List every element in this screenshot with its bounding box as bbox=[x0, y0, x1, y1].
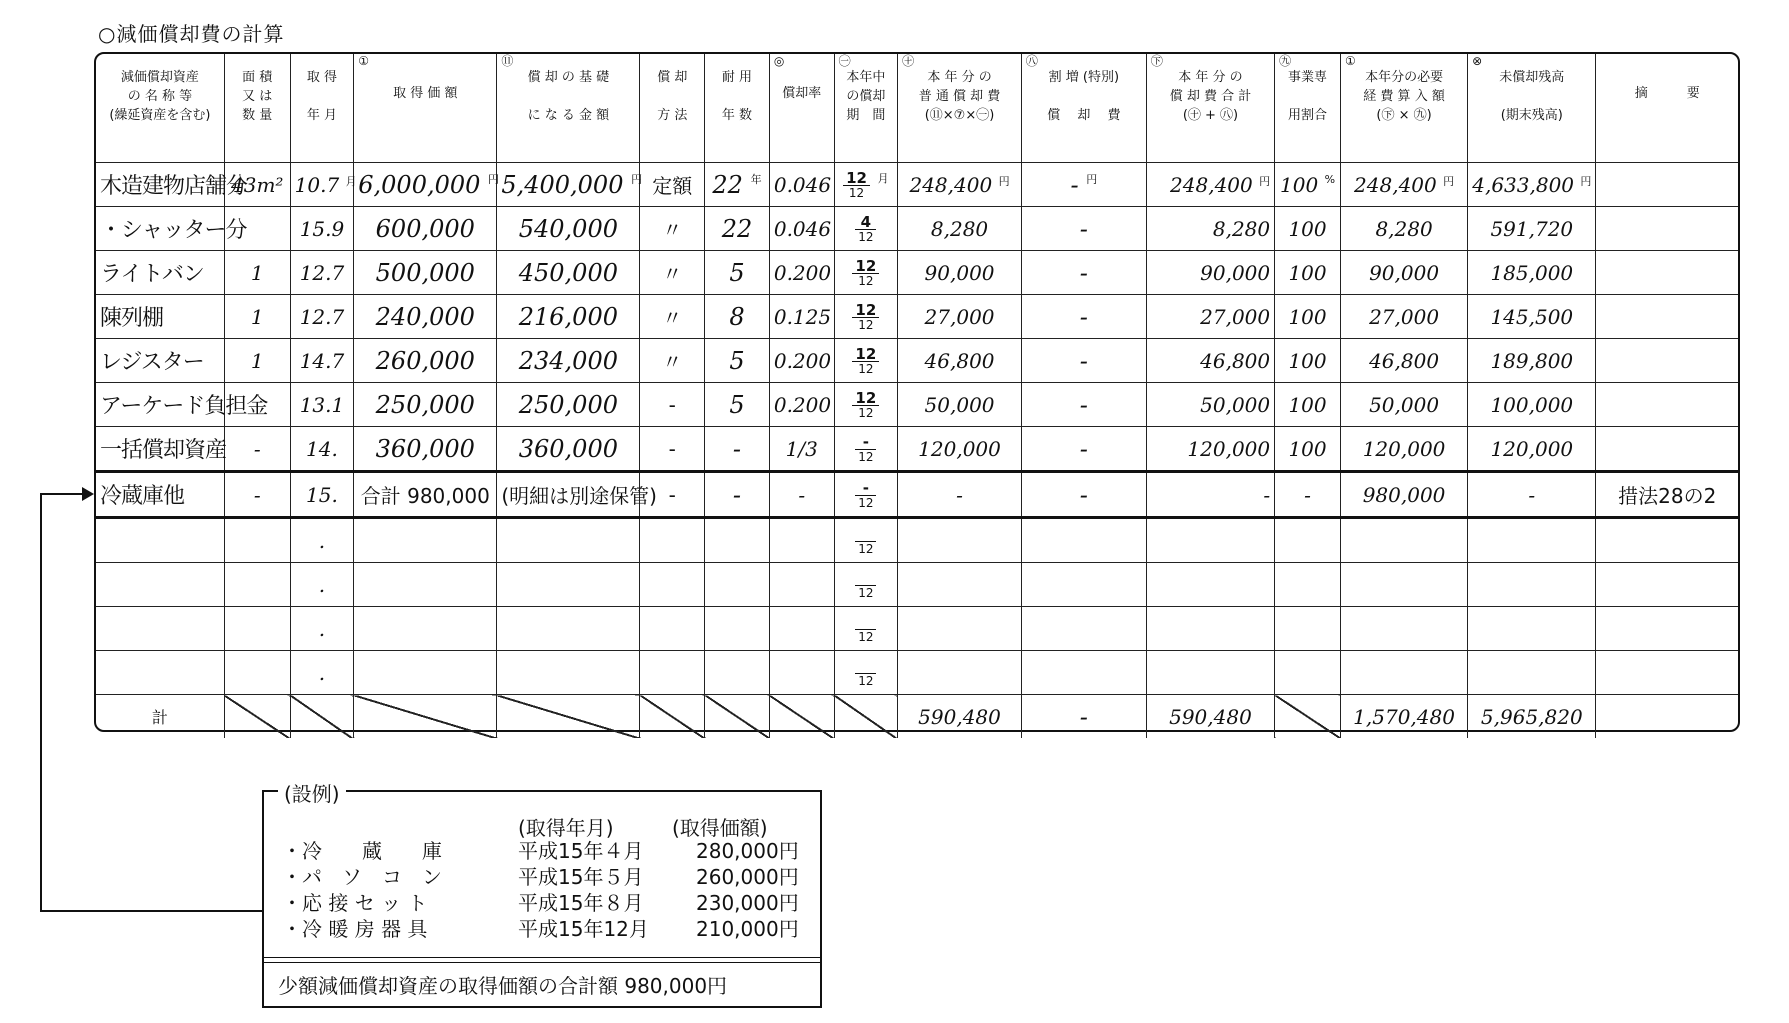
period-fraction: $\frac{12}{12}$ bbox=[843, 171, 870, 200]
cell-acquisition-cost: 600,000 bbox=[354, 207, 497, 251]
period-fraction: 12 bbox=[855, 571, 876, 600]
cell-empty bbox=[224, 563, 290, 607]
cell-quantity: 1 bbox=[224, 295, 290, 339]
cell-empty bbox=[1340, 563, 1467, 607]
cell-empty bbox=[96, 607, 224, 651]
col-header-extra-depreciation: ㊇ 割 増 (特別) 償 却 費 bbox=[1021, 54, 1146, 163]
example-divider bbox=[264, 957, 820, 958]
cell-empty bbox=[497, 607, 640, 651]
cell-rate: 1/3 bbox=[769, 427, 834, 472]
table-row bbox=[96, 472, 1738, 518]
cell-period bbox=[834, 383, 898, 427]
table-row-blank bbox=[96, 607, 1738, 651]
cell-period bbox=[834, 295, 898, 339]
cell-extra-depreciation: - bbox=[1021, 251, 1146, 295]
col-header-expense: ① 本年分の必要 経 費 算 入 額 (㊦ × ㊈) bbox=[1340, 54, 1467, 163]
cell-normal-depreciation: 8,280 bbox=[898, 207, 1022, 251]
cell-method: 定額 bbox=[640, 163, 705, 207]
cell-business-ratio: 100 bbox=[1275, 427, 1341, 472]
cell-empty bbox=[1275, 651, 1341, 695]
cell-depreciation-base: 450,000 bbox=[497, 251, 640, 295]
cell-balance: 120,000 bbox=[1468, 427, 1596, 472]
cell-method: 〃 bbox=[640, 339, 705, 383]
cell-total-depreciation: 8,280 bbox=[1146, 207, 1274, 251]
cell-remarks bbox=[1596, 251, 1738, 295]
cell-empty bbox=[898, 651, 1022, 695]
cell-acquisition-date: 12.7 bbox=[290, 251, 354, 295]
col-header-balance: ⊗ 未償却残高 (期末残高) bbox=[1468, 54, 1596, 163]
table-row-blank bbox=[96, 651, 1738, 695]
cell-rate: 0.046 bbox=[769, 163, 834, 207]
cell-useful-life: 8 bbox=[705, 295, 770, 339]
cell-slashed bbox=[224, 695, 290, 739]
cell-balance: - bbox=[1468, 472, 1596, 518]
cell-business-ratio: 100 bbox=[1275, 295, 1341, 339]
period-fraction: $\frac{12}{12}$ bbox=[852, 259, 879, 288]
cell-total-depreciation: 46,800 bbox=[1146, 339, 1274, 383]
cell-method: - bbox=[640, 472, 705, 518]
cell-extra-depreciation: - bbox=[1021, 339, 1146, 383]
period-fraction: $\frac{12}{12}$ bbox=[852, 391, 879, 420]
cell-empty bbox=[1021, 607, 1146, 651]
cell-acquisition-cost: 6,000,000 $^円$ bbox=[354, 163, 497, 207]
cell-acquisition-date: 14. bbox=[290, 427, 354, 472]
cell-acquisition-cost: 500,000 bbox=[354, 251, 497, 295]
cell-extra-depreciation: - bbox=[1021, 427, 1146, 472]
cell-total-depreciation: 90,000 bbox=[1146, 251, 1274, 295]
cell-remarks bbox=[1596, 295, 1738, 339]
col-header-acquisition-date: 取 得 年 月 bbox=[290, 54, 354, 163]
cell-empty bbox=[898, 563, 1022, 607]
cell-total-depreciation: 27,000 bbox=[1146, 295, 1274, 339]
cell-useful-life: 22 $^年$ bbox=[705, 163, 770, 207]
cell-depreciation-base: 360,000 bbox=[497, 427, 640, 472]
cell-acquisition-date: 14.7 bbox=[290, 339, 354, 383]
cell-business-ratio: 100 bbox=[1275, 339, 1341, 383]
cell-empty bbox=[705, 518, 770, 563]
cell-useful-life: 5 bbox=[705, 251, 770, 295]
cell-depreciation-base: 216,000 bbox=[497, 295, 640, 339]
cell-depreciation-base: 5,400,000 $^円$ bbox=[497, 163, 640, 207]
cell-slashed bbox=[769, 695, 834, 739]
cell-period bbox=[834, 251, 898, 295]
cell-expense: 980,000 bbox=[1340, 472, 1467, 518]
connector-line-bottom bbox=[40, 910, 262, 912]
cell-acquisition-date: 13.1 bbox=[290, 383, 354, 427]
cell-total-depreciation: - bbox=[1146, 472, 1274, 518]
cell-empty bbox=[705, 563, 770, 607]
period-fraction: 12 bbox=[855, 527, 876, 556]
cell-rate: - bbox=[769, 472, 834, 518]
table-row-blank bbox=[96, 563, 1738, 607]
cell-acquisition-date: . bbox=[290, 518, 354, 563]
cell-empty bbox=[769, 607, 834, 651]
cell-balance: 145,500 bbox=[1468, 295, 1596, 339]
cell-total-depreciation: 50,000 bbox=[1146, 383, 1274, 427]
cell-empty bbox=[1596, 651, 1738, 695]
cell-empty bbox=[497, 563, 640, 607]
cell-empty bbox=[769, 518, 834, 563]
cell-empty bbox=[705, 651, 770, 695]
cell-slashed bbox=[354, 695, 497, 739]
period-fraction: 12 bbox=[855, 659, 876, 688]
cell-quantity: - bbox=[224, 472, 290, 518]
cell-business-ratio: 100 bbox=[1275, 383, 1341, 427]
cell-empty bbox=[1275, 518, 1341, 563]
cell-normal-depreciation: 120,000 bbox=[898, 427, 1022, 472]
cell-period: $\frac{12}{12}$ $^月$ bbox=[834, 163, 898, 207]
cell-empty bbox=[1275, 563, 1341, 607]
cell-rate: 0.200 bbox=[769, 339, 834, 383]
cell-period bbox=[834, 563, 898, 607]
cell-total-normal-depreciation: 590,480 bbox=[898, 695, 1022, 739]
cell-total-depreciation: 120,000 bbox=[1146, 427, 1274, 472]
cell-extra-depreciation: - bbox=[1021, 383, 1146, 427]
cell-method: 〃 bbox=[640, 295, 705, 339]
cell-empty bbox=[1340, 518, 1467, 563]
cell-empty bbox=[96, 518, 224, 563]
cell-empty bbox=[224, 651, 290, 695]
cell-slashed bbox=[1275, 695, 1341, 739]
cell-empty bbox=[354, 518, 497, 563]
cell-business-ratio: 100 % bbox=[1275, 163, 1341, 207]
cell-empty bbox=[1596, 563, 1738, 607]
cell-empty bbox=[1146, 651, 1274, 695]
cell-empty bbox=[497, 651, 640, 695]
cell-empty bbox=[898, 518, 1022, 563]
cell-empty bbox=[1596, 607, 1738, 651]
cell-business-ratio: 100 bbox=[1275, 207, 1341, 251]
cell-empty bbox=[640, 651, 705, 695]
cell-rate: 0.200 bbox=[769, 383, 834, 427]
cell-method: - bbox=[640, 383, 705, 427]
cell-total-depreciation: 590,480 bbox=[1146, 695, 1274, 739]
cell-expense: 27,000 bbox=[1340, 295, 1467, 339]
cell-depreciation-base: 234,000 bbox=[497, 339, 640, 383]
cell-useful-life: - bbox=[705, 472, 770, 518]
table-row bbox=[96, 383, 1738, 427]
cell-empty bbox=[1596, 695, 1738, 739]
cell-rate: 0.200 bbox=[769, 251, 834, 295]
cell-expense: 120,000 bbox=[1340, 427, 1467, 472]
cell-extra-depreciation: - $^円$ bbox=[1021, 163, 1146, 207]
col-header-asset-name: 減価償却資産 の 名 称 等 (繰延資産を含む) bbox=[96, 54, 224, 163]
cell-acquisition-date: . bbox=[290, 607, 354, 651]
cell-asset-name: 一括償却資産 bbox=[96, 427, 224, 472]
example-col-cost-header: (取得価額) bbox=[672, 816, 768, 840]
cell-empty bbox=[1021, 651, 1146, 695]
cell-quantity: 43m² bbox=[224, 163, 290, 207]
cell-quantity: 1 bbox=[224, 339, 290, 383]
cell-acquisition-date: 12.7 bbox=[290, 295, 354, 339]
cell-empty bbox=[1468, 518, 1596, 563]
cell-remarks: 措法28の2 bbox=[1596, 472, 1738, 518]
col-header-acquisition-cost: ① 取 得 価 額 bbox=[354, 54, 497, 163]
cell-slashed bbox=[290, 695, 354, 739]
cell-empty bbox=[1021, 518, 1146, 563]
cell-empty bbox=[1468, 563, 1596, 607]
cell-remarks bbox=[1596, 207, 1738, 251]
cell-balance: 185,000 bbox=[1468, 251, 1596, 295]
cell-asset-name: 陳列棚 bbox=[96, 295, 224, 339]
cell-acquisition-cost: 合計 980,000 bbox=[354, 472, 497, 518]
cell-normal-depreciation: 50,000 bbox=[898, 383, 1022, 427]
example-col-date-header: (取得年月) bbox=[518, 816, 614, 840]
cell-expense: 90,000 bbox=[1340, 251, 1467, 295]
cell-empty bbox=[1468, 651, 1596, 695]
table-row bbox=[96, 339, 1738, 383]
cell-normal-depreciation: 46,800 bbox=[898, 339, 1022, 383]
cell-empty bbox=[1021, 563, 1146, 607]
period-fraction: $\frac{12}{12}$ bbox=[852, 303, 879, 332]
header-row bbox=[96, 54, 1738, 163]
cell-useful-life: 5 bbox=[705, 383, 770, 427]
cell-normal-depreciation: 90,000 bbox=[898, 251, 1022, 295]
cell-remarks bbox=[1596, 163, 1738, 207]
col-header-rate: ◎ 償却率 bbox=[769, 54, 834, 163]
cell-quantity: - bbox=[224, 427, 290, 472]
table-row bbox=[96, 251, 1738, 295]
cell-empty bbox=[769, 563, 834, 607]
cell-quantity: 1 bbox=[224, 251, 290, 295]
cell-expense: 46,800 bbox=[1340, 339, 1467, 383]
cell-method: - bbox=[640, 427, 705, 472]
cell-acquisition-cost: 240,000 bbox=[354, 295, 497, 339]
cell-normal-depreciation: 248,400 $^円$ bbox=[898, 163, 1022, 207]
cell-period bbox=[834, 607, 898, 651]
connector-line-top bbox=[40, 493, 84, 495]
cell-method: 〃 bbox=[640, 207, 705, 251]
cell-depreciation-base: 540,000 bbox=[497, 207, 640, 251]
cell-empty bbox=[1596, 518, 1738, 563]
cell-depreciation-base: 250,000 bbox=[497, 383, 640, 427]
cell-empty bbox=[1146, 518, 1274, 563]
cell-total-balance: 5,965,820 bbox=[1468, 695, 1596, 739]
cell-asset-name: アーケード負担金 bbox=[96, 383, 224, 427]
cell-empty bbox=[354, 563, 497, 607]
cell-total-depreciation: 248,400 $^円$ bbox=[1146, 163, 1274, 207]
cell-balance: 4,633,800 $^円$ bbox=[1468, 163, 1596, 207]
cell-method: 〃 bbox=[640, 251, 705, 295]
col-header-depreciation-base: ⑪ 償 却 の 基 礎 に な る 金 額 bbox=[497, 54, 640, 163]
cell-empty bbox=[1468, 607, 1596, 651]
arrow-icon bbox=[82, 487, 94, 501]
cell-empty bbox=[1340, 651, 1467, 695]
col-header-quantity: 面 積 又 は 数 量 bbox=[224, 54, 290, 163]
cell-acquisition-date: . bbox=[290, 563, 354, 607]
cell-empty bbox=[497, 518, 640, 563]
cell-asset-name: ライトバン bbox=[96, 251, 224, 295]
cell-expense: 8,280 bbox=[1340, 207, 1467, 251]
cell-empty bbox=[1146, 607, 1274, 651]
cell-asset-name: レジスター bbox=[96, 339, 224, 383]
totals-row bbox=[96, 695, 1738, 739]
cell-empty bbox=[1275, 607, 1341, 651]
table-row bbox=[96, 295, 1738, 339]
cell-empty bbox=[354, 651, 497, 695]
cell-useful-life: - bbox=[705, 427, 770, 472]
cell-acquisition-date: 10.7 $^月$ bbox=[290, 163, 354, 207]
cell-business-ratio: 100 bbox=[1275, 251, 1341, 295]
cell-acquisition-date: 15. bbox=[290, 472, 354, 518]
col-header-useful-life: 耐 用 年 数 bbox=[705, 54, 770, 163]
cell-rate: 0.046 bbox=[769, 207, 834, 251]
period-fraction: $\frac{4}{12}$ bbox=[855, 215, 876, 244]
cell-period bbox=[834, 472, 898, 518]
connector-line-vertical bbox=[40, 493, 42, 912]
cell-asset-name: 木造建物店舗分 bbox=[96, 163, 224, 207]
cell-empty bbox=[769, 651, 834, 695]
cell-empty bbox=[224, 518, 290, 563]
cell-asset-name: ・シャッター分 bbox=[96, 207, 224, 251]
cell-empty bbox=[96, 563, 224, 607]
col-header-total-depreciation: ㊦ 本 年 分 の 償 却 費 合 計 (㊉ + ㊇) bbox=[1146, 54, 1274, 163]
cell-empty bbox=[640, 607, 705, 651]
col-header-period: ㊀ 本年中 の償却 期 間 bbox=[834, 54, 898, 163]
col-header-remarks: 摘 要 bbox=[1596, 54, 1738, 163]
cell-acquisition-cost: 360,000 bbox=[354, 427, 497, 472]
cell-acquisition-cost: 260,000 bbox=[354, 339, 497, 383]
period-fraction: 12 bbox=[855, 615, 876, 644]
cell-period bbox=[834, 207, 898, 251]
cell-empty bbox=[354, 607, 497, 651]
cell-period bbox=[834, 518, 898, 563]
cell-balance: 100,000 bbox=[1468, 383, 1596, 427]
cell-balance: 189,800 bbox=[1468, 339, 1596, 383]
cell-empty bbox=[640, 563, 705, 607]
col-header-normal-depreciation: ㊉ 本 年 分 の 普 通 償 却 費 (⑪×⑦×㊀) bbox=[898, 54, 1022, 163]
table-row bbox=[96, 163, 1738, 207]
example-total: 少額減価償却資産の取得価額の合計額 980,000円 bbox=[278, 974, 728, 998]
cell-empty bbox=[1146, 563, 1274, 607]
cell-useful-life: 5 bbox=[705, 339, 770, 383]
depreciation-table bbox=[96, 54, 1738, 738]
cell-period bbox=[834, 427, 898, 472]
cell-acquisition-date: . bbox=[290, 651, 354, 695]
cell-extra-depreciation: - bbox=[1021, 295, 1146, 339]
cell-acquisition-cost: 250,000 bbox=[354, 383, 497, 427]
cell-remarks bbox=[1596, 427, 1738, 472]
cell-slashed bbox=[705, 695, 770, 739]
table-row-blank bbox=[96, 518, 1738, 563]
cell-asset-name: 冷蔵庫他 bbox=[96, 472, 224, 518]
depreciation-table-frame bbox=[94, 52, 1740, 732]
cell-total-label: 計 bbox=[96, 695, 224, 739]
col-header-method: 償 却 方 法 bbox=[640, 54, 705, 163]
cell-expense: 50,000 bbox=[1340, 383, 1467, 427]
cell-expense: 248,400 $^円$ bbox=[1340, 163, 1467, 207]
cell-rate: 0.125 bbox=[769, 295, 834, 339]
cell-normal-depreciation: - bbox=[898, 472, 1022, 518]
table-row bbox=[96, 207, 1738, 251]
period-fraction: $\frac{12}{12}$ bbox=[852, 347, 879, 376]
cell-empty bbox=[640, 518, 705, 563]
cell-empty bbox=[224, 607, 290, 651]
col-header-business-ratio: ㊈ 事業専 用割合 bbox=[1275, 54, 1341, 163]
cell-useful-life: 22 bbox=[705, 207, 770, 251]
section-title: ○減価償却費の計算 bbox=[98, 22, 285, 46]
cell-empty bbox=[705, 607, 770, 651]
cell-depreciation-base: (明細は別途保管) bbox=[497, 472, 640, 518]
cell-empty bbox=[96, 651, 224, 695]
cell-extra-depreciation: - bbox=[1021, 472, 1146, 518]
cell-empty bbox=[898, 607, 1022, 651]
cell-period bbox=[834, 339, 898, 383]
cell-slashed bbox=[497, 695, 640, 739]
cell-slashed bbox=[640, 695, 705, 739]
cell-total-extra-depreciation: - bbox=[1021, 695, 1146, 739]
cell-slashed bbox=[834, 695, 898, 739]
example-divider bbox=[264, 962, 820, 963]
cell-empty bbox=[1340, 607, 1467, 651]
cell-remarks bbox=[1596, 383, 1738, 427]
cell-total-expense: 1,570,480 bbox=[1340, 695, 1467, 739]
cell-business-ratio: - bbox=[1275, 472, 1341, 518]
example-legend: (設例) bbox=[278, 778, 346, 807]
cell-period bbox=[834, 651, 898, 695]
cell-balance: 591,720 bbox=[1468, 207, 1596, 251]
cell-acquisition-date: 15.9 bbox=[290, 207, 354, 251]
example-box: (設例) (取得年月) (取得価額) ・冷 蔵 庫 平成15年４月 280,000円 ・パ ソ コ ン 平成15年５月 260,000円 ・応 接 セ ッ ト 平成15年８月 230,000円 ・冷 暖 房 器 具 平成15年12月 210,000円 少額減価償却資産の取得価額の合計額 980,000円 bbox=[262, 790, 822, 1008]
cell-normal-depreciation: 27,000 bbox=[898, 295, 1022, 339]
period-fraction: $\frac{-}{12}$ bbox=[855, 435, 876, 464]
cell-extra-depreciation: - bbox=[1021, 207, 1146, 251]
period-fraction: $\frac{-}{12}$ bbox=[855, 481, 876, 510]
cell-remarks bbox=[1596, 339, 1738, 383]
table-row bbox=[96, 427, 1738, 472]
